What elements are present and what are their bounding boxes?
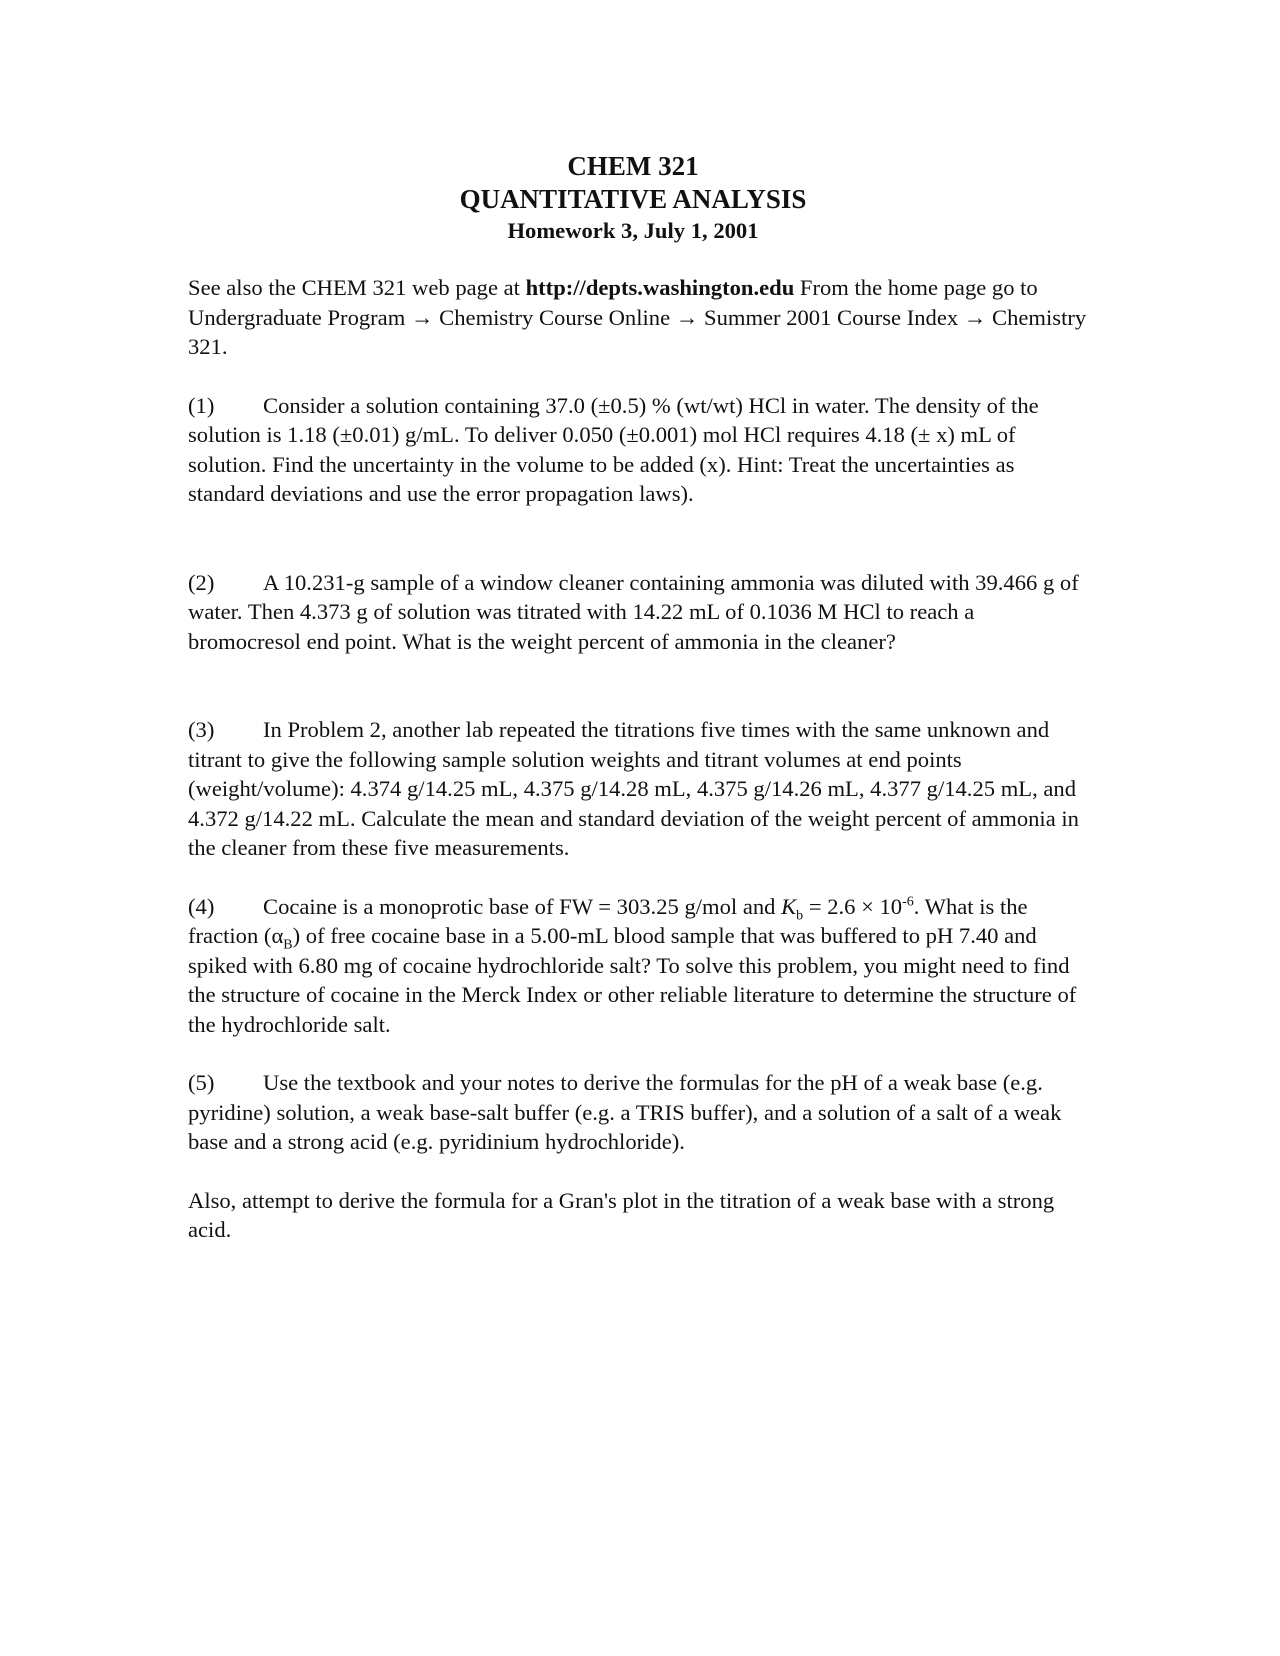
problem-number: (3)	[188, 717, 215, 742]
exponent: -6	[902, 893, 914, 909]
problem-number: (1)	[188, 392, 215, 418]
intro-tail: From the home page go to Undergraduate Program → Chemistry Course Online → Summer 2001 Course Index → Chemistry 321.	[188, 275, 1087, 359]
problem-number: (2)	[188, 569, 215, 595]
problem-number: (5)	[188, 1070, 215, 1095]
problem-2	[188, 568, 1088, 657]
problem-text: A 10.231-g sample of a window cleaner containing ammonia was diluted with 39.466 g of water. Then 4.373 g of solution was titrated with 14.22 mL of 0.1036 M HCl to reach a bromocresol end point. What is the weight percent of ammonia in the cleaner?	[188, 569, 1079, 654]
alpha-symbol: α	[271, 923, 284, 948]
document-page	[188, 150, 1088, 1245]
homework-title: Homework 3, July 1, 2001	[507, 218, 759, 243]
problem-text: Use the textbook and your notes to derive the formulas for the pH of a weak base (e.g. pyridine) solution, a weak base-salt buffer (e.g. a TRIS buffer), and a solution of a salt of a weak base and a strong acid (e.g. pyridinium hydrochloride).	[188, 1070, 1062, 1154]
kb-symbol: K	[781, 893, 797, 919]
kb-subscript: b	[796, 908, 804, 924]
course-title: CHEM 321	[567, 151, 699, 181]
problem-text: In Problem 2, another lab repeated the titrations five times with the same unknown and titrant to give the following sample solution weights and titrant volumes at end points (weight/volume): 4.374 g/14.25 mL, 4.375 g/14.28 mL, 4.375 g/14.26 mL, 4.377 g/14.25 mL, and 4.372 g/14.22 mL. Calculate the mean and standard deviation of the weight percent of ammonia in the cleaner from these five measurements.	[188, 717, 1079, 860]
closing-paragraph: Also, attempt to derive the formula for a Gran's plot in the titration of a weak base with a strong acid.	[188, 1187, 1055, 1242]
intro-lead: See also the CHEM 321 web page at	[188, 275, 526, 300]
document-header	[178, 150, 1088, 246]
problem-text-part2: = 2.6 × 10	[803, 893, 903, 919]
problem-text-part4: ) of free cocaine base in a 5.00-mL blood sample that was buffered to pH 7.40 and spiked with 6.80 mg of cocaine hydrochloride salt? To solve this problem, you might need to find the structure of cocaine in the Merck Index or other reliable literature to determine the structure of the hydrochloride salt.	[188, 923, 1077, 1037]
problem-4	[188, 892, 1088, 1040]
problem-3	[188, 715, 1088, 863]
alpha-subscript: B	[283, 937, 293, 953]
problem-5	[188, 1068, 1088, 1157]
problem-text: Consider a solution containing 37.0 (±0.5) % (wt/wt) HCl in water. The density of the solution is 1.18 (±0.01) g/mL. To deliver 0.050 (±0.001) mol HCl requires 4.18 (± x) mL of solution. Find the uncertainty in the volume to be added (x). Hint: Treat the uncertainties as standard deviations and use the error propagation laws).	[188, 392, 1039, 506]
problem-text-part1: Cocaine is a monoprotic base of FW = 303.25 g/mol and	[263, 893, 782, 919]
problem-number: (4)	[188, 893, 215, 919]
problem-1	[188, 391, 1088, 509]
course-url-link[interactable]: http://depts.washington.edu	[525, 275, 795, 300]
intro-paragraph	[188, 273, 1088, 362]
problem-text-part3: . What is the fraction (	[188, 893, 1028, 948]
course-subtitle: QUANTITATIVE ANALYSIS	[459, 184, 807, 214]
